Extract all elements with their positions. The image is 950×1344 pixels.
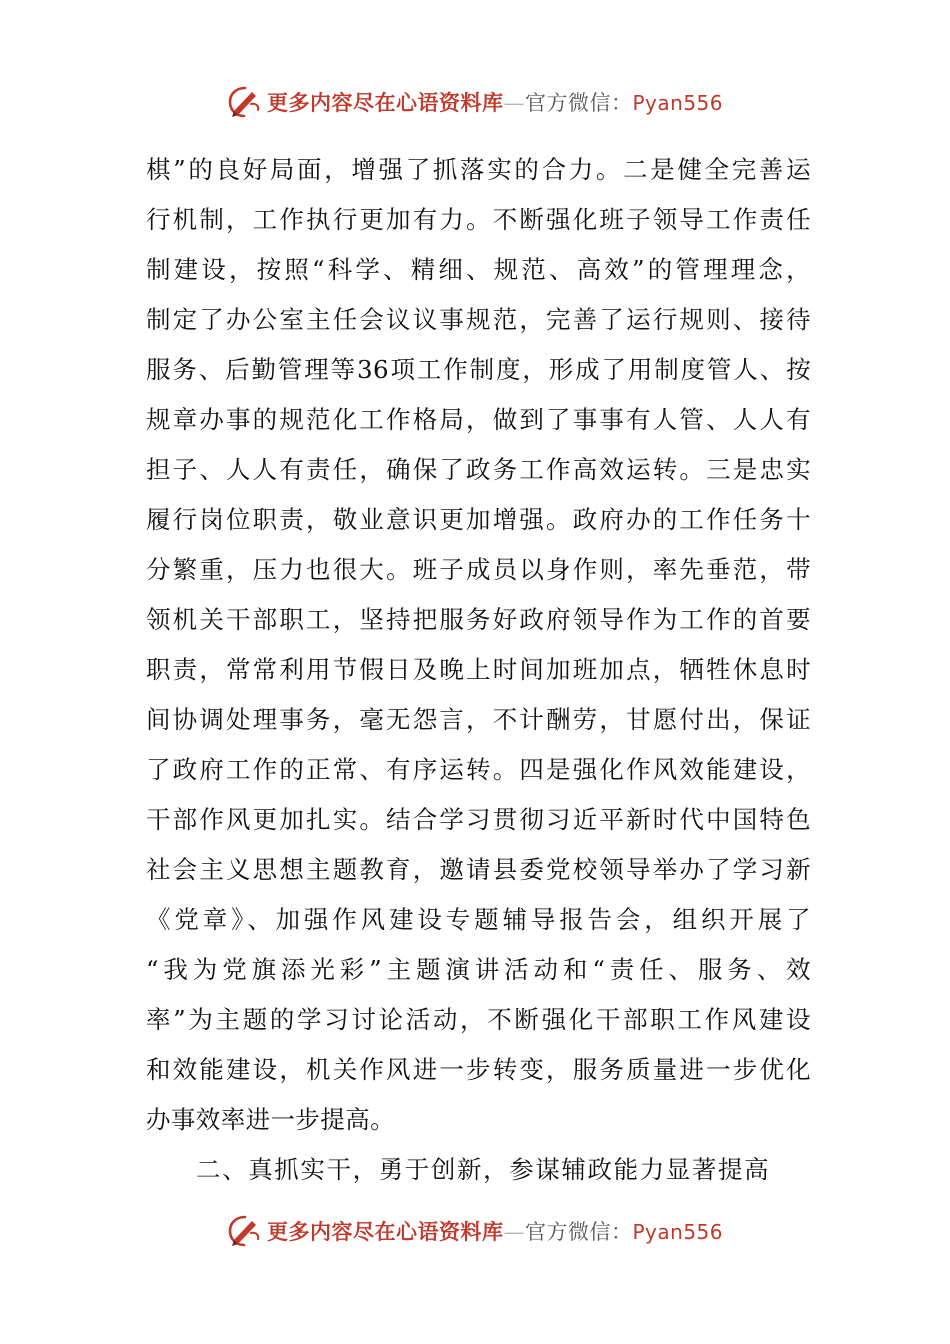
body-line: 制建设，按照“科学、精细、规范、高效”的管理理念， bbox=[146, 255, 811, 284]
pen-logo-icon bbox=[227, 1213, 263, 1249]
body-line: 和效能建设，机关作风进一步转变，服务质量进一步优化 bbox=[146, 1055, 811, 1084]
body-line: 棋”的良好局面，增强了抓落实的合力。二是健全完善运 bbox=[146, 155, 811, 184]
body-line: 规章办事的规范化工作格局，做到了事事有人管、人人有 bbox=[146, 405, 811, 434]
banner-dash: — bbox=[503, 1220, 525, 1244]
banner-title: 更多内容尽在心语资料库 bbox=[266, 1219, 504, 1244]
banner-wechat-label: 官方微信： bbox=[524, 91, 633, 115]
body-line: 行机制，工作执行更加有力。不断强化班子领导工作责任 bbox=[146, 205, 811, 234]
body-line: 了政府工作的正常、有序运转。四是强化作风效能建设， bbox=[146, 755, 811, 784]
body-line: 分繁重，压力也很大。班子成员以身作则，率先垂范，带 bbox=[146, 555, 811, 584]
body-line: 制定了办公室主任会议议事规范，完善了运行规则、接待 bbox=[146, 305, 811, 334]
banner-wechat-id: Pyan556 bbox=[632, 91, 723, 115]
body-line: 履行岗位职责，敬业意识更加增强。政府办的工作任务十 bbox=[146, 505, 811, 534]
body-line: 间协调处理事务，毫无怨言，不计酬劳，甘愿付出，保证 bbox=[146, 705, 811, 734]
header-banner bbox=[0, 82, 950, 122]
body-line: 《党章》、加强作风建设专题辅导报告会，组织开展了 bbox=[146, 905, 811, 934]
body-line: 率”为主题的学习讨论活动，不断强化干部职工作风建设 bbox=[146, 1005, 811, 1034]
body-line: 职责，常常利用节假日及晚上时间加班加点，牺牲休息时 bbox=[146, 655, 811, 684]
body-line: 办事效率进一步提高。 bbox=[146, 1105, 395, 1134]
body-line: 社会主义思想主题教育，邀请县委党校领导举办了学习新 bbox=[146, 855, 811, 884]
body-line: 担子、人人有责任，确保了政务工作高效运转。三是忠实 bbox=[146, 455, 811, 484]
banner-text bbox=[267, 1216, 723, 1246]
banner-text bbox=[267, 87, 723, 117]
section-heading: 二、真抓实干，勇于创新，参谋辅政能力显著提高 bbox=[196, 1155, 771, 1184]
body-line: “我为党旗添光彩”主题演讲活动和“责任、服务、效 bbox=[146, 955, 811, 984]
document-body bbox=[146, 145, 811, 1195]
banner-dash: — bbox=[503, 91, 525, 115]
body-line: 干部作风更加扎实。结合学习贯彻习近平新时代中国特色 bbox=[146, 805, 811, 834]
banner-wechat-label: 官方微信： bbox=[524, 1220, 633, 1244]
footer-banner bbox=[0, 1211, 950, 1251]
body-line: 领机关干部职工，坚持把服务好政府领导作为工作的首要 bbox=[146, 605, 811, 634]
banner-title: 更多内容尽在心语资料库 bbox=[266, 90, 504, 115]
body-line: 服务、后勤管理等36项工作制度，形成了用制度管人、按 bbox=[146, 355, 811, 384]
banner-wechat-id: Pyan556 bbox=[632, 1220, 723, 1244]
pen-logo-icon bbox=[227, 84, 263, 120]
